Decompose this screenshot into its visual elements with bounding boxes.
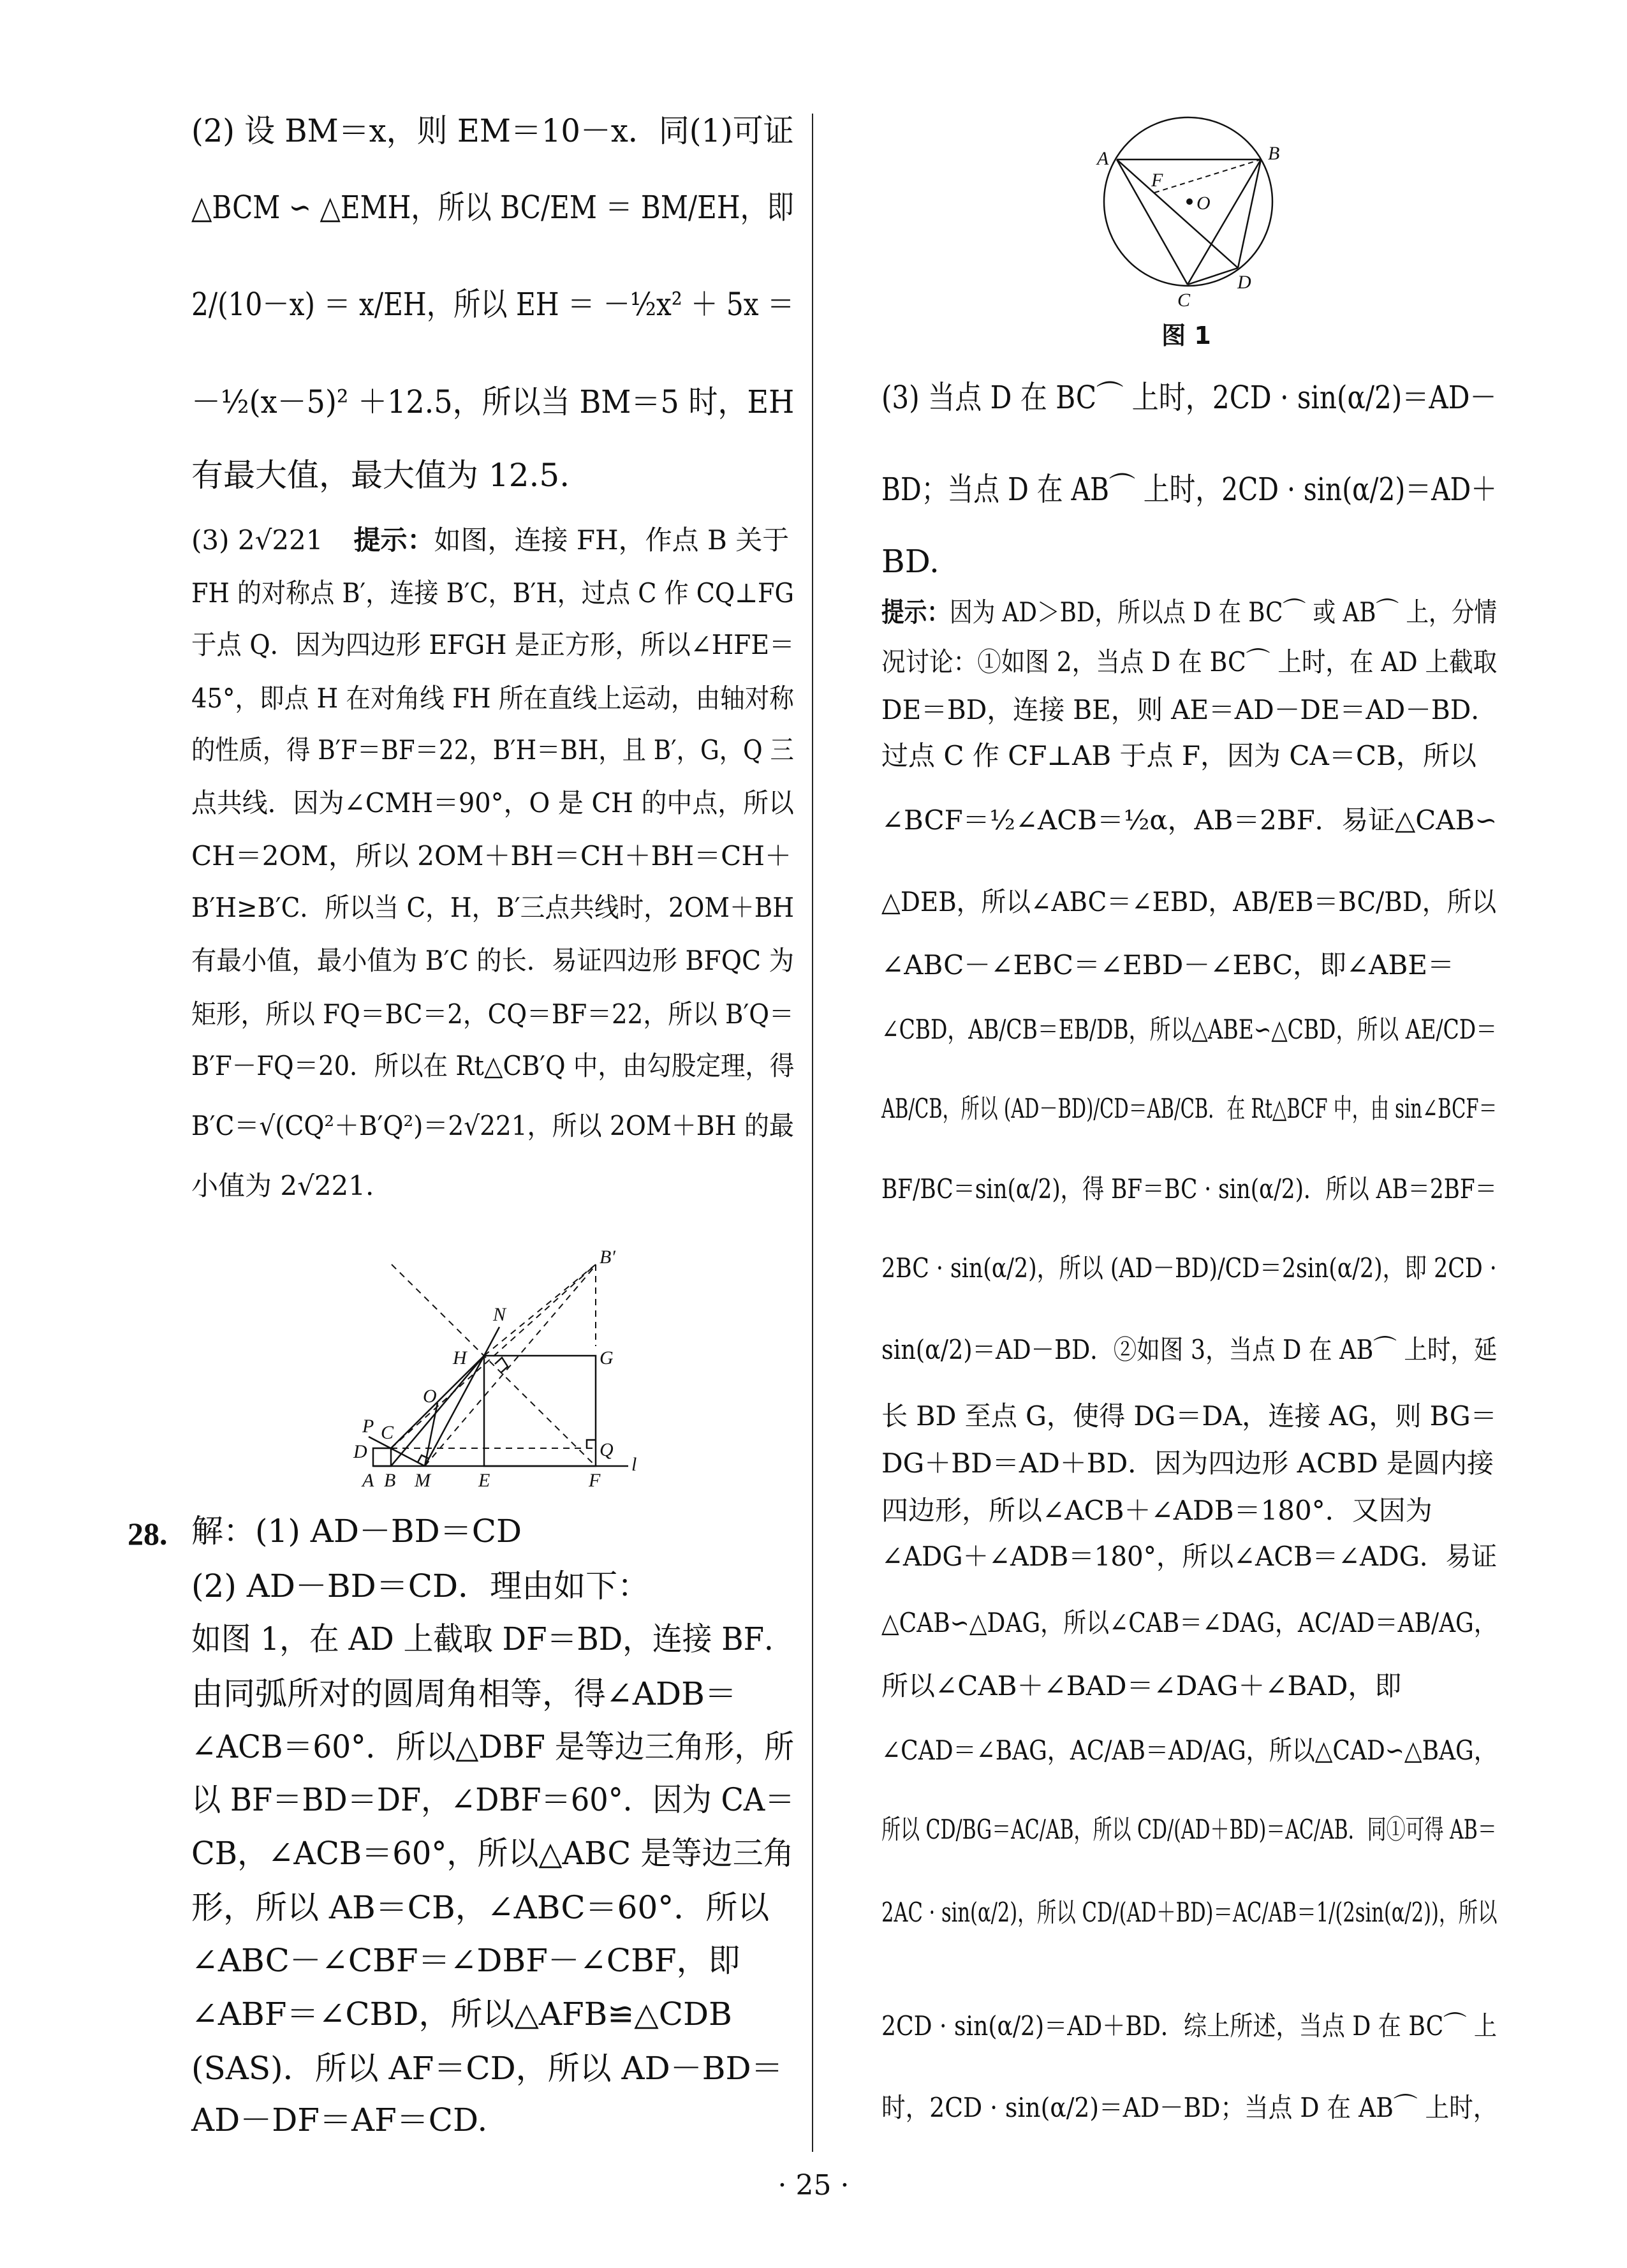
label-o: O bbox=[1196, 193, 1211, 214]
text-line: 有最大值，最大值为 12.5. bbox=[191, 457, 570, 494]
text-line: sin(α/2)＝AD－BD．②如图 3，当点 D 在 AB⌒ 上时，延 bbox=[881, 1334, 1498, 1365]
text-line: 由同弧所对的圆周角相等，得∠ADB＝ bbox=[191, 1675, 737, 1712]
text-line: 以 BF＝BD＝DF，∠DBF＝60°．因为 CA＝ bbox=[191, 1781, 795, 1818]
text-line: 长 BD 至点 G，使得 DG＝DA，连接 AG，则 BG＝ bbox=[881, 1400, 1497, 1432]
text-line: DE＝BD，连接 BE，则 AE＝AD－DE＝AD－BD． bbox=[881, 694, 1498, 725]
text-line: ∠BCF＝½∠ACB＝½α，AB＝2BF．易证△CAB∽ bbox=[881, 804, 1498, 836]
label-e: E bbox=[478, 1470, 490, 1491]
text-line: 45°，即点 H 在对角线 FH 所在直线上运动，由轴对称 bbox=[191, 683, 794, 714]
diagonal-fh-extended bbox=[392, 1264, 596, 1466]
text-line: 形，所以 AB＝CB，∠ABC＝60°．所以 bbox=[191, 1889, 770, 1926]
text-line: DG＋BD＝AD＋BD．因为四边形 ACBD 是圆内接 bbox=[881, 1448, 1494, 1479]
text-line: 矩形，所以 FQ＝BC＝2，CQ＝BF＝22，所以 B′Q＝ bbox=[191, 998, 794, 1030]
text-line: 小值为 2√221. bbox=[191, 1170, 374, 1201]
text-line: ∠ABC－∠EBC＝∠EBD－∠EBC，即∠ABE＝ bbox=[881, 949, 1454, 981]
text-line: 况讨论：①如图 2，当点 D 在 BC⌒ 上时，在 AD 上截取 bbox=[881, 646, 1498, 678]
text-line: 解：(1) AD－BD＝CD bbox=[191, 1513, 522, 1550]
label-f: F bbox=[589, 1470, 601, 1491]
label-n: N bbox=[493, 1304, 506, 1325]
label-p: P bbox=[362, 1416, 374, 1437]
text-line: ∠CBD，AB/CB＝EB/DB，所以△ABE∽△CBD，所以 AE/CD＝ bbox=[881, 1014, 1498, 1045]
text-line: ∠ABF＝∠CBD，所以△AFB≌△CDB bbox=[191, 1996, 732, 2033]
text-line: (2) AD－BD＝CD．理由如下： bbox=[191, 1568, 650, 1605]
small-rect bbox=[373, 1448, 391, 1466]
part3-answer: (3) 2√221 bbox=[191, 524, 323, 556]
label-d: D bbox=[353, 1441, 367, 1462]
text-line: △BCM ∽ △EMH，所以 BC/EM ＝ BM/EH，即 bbox=[191, 189, 794, 226]
text-line: 所以∠CAB＋∠BAD＝∠DAG＋∠BAD，即 bbox=[881, 1670, 1402, 1701]
label-a: A bbox=[1097, 148, 1109, 169]
text-line: 如图，连接 FH，作点 B 关于 bbox=[434, 524, 790, 556]
text-line: B′C＝√(CQ²＋B′Q²)＝2√221，所以 2OM＋BH 的最 bbox=[191, 1110, 794, 1141]
text-line: ∠CAD＝∠BAG，AC/AB＝AD/AG，所以△CAD∽△BAG， bbox=[881, 1735, 1497, 1766]
text-line: △DEB，所以∠ABC＝∠EBD，AB/EB＝BC/BD，所以 bbox=[881, 886, 1497, 917]
text-line: －½(x－5)² ＋12.5，所以当 BM＝5 时，EH bbox=[191, 383, 795, 420]
center-dot bbox=[1186, 198, 1193, 205]
text-line: CB，∠ACB＝60°，所以△ABC 是等边三角 bbox=[191, 1835, 794, 1872]
text-line: 有最小值，最小值为 B′C 的长．易证四边形 BFQC 为 bbox=[191, 945, 794, 976]
label-o: O bbox=[423, 1386, 437, 1407]
label-c: C bbox=[381, 1422, 394, 1443]
text-line: AD－DF＝AF＝CD. bbox=[191, 2101, 488, 2138]
text-line: 2AC · sin(α/2)，所以 CD/(AD＋BD)＝AC/AB＝1/(2sin(α/2))，所以 bbox=[881, 1897, 1498, 1928]
text-line: CH＝2OM，所以 2OM＋BH＝CH＋BH＝CH＋ bbox=[191, 840, 791, 871]
label-b: B bbox=[1268, 143, 1280, 164]
text-line: 所以 CD/BG＝AC/AB，所以 CD/(AD＋BD)＝AC/AB．同①可得 AB＝ bbox=[881, 1814, 1497, 1845]
label-b: B bbox=[384, 1470, 396, 1491]
circle-figure-1 bbox=[1052, 115, 1320, 319]
label-h: H bbox=[453, 1347, 467, 1368]
page-number: · 25 · bbox=[777, 2169, 850, 2202]
label-l: l bbox=[631, 1454, 637, 1475]
text-line: 如图 1，在 AD 上截取 DF＝BD，连接 BF． bbox=[191, 1620, 794, 1657]
question-number: 28. bbox=[128, 1516, 168, 1552]
text-line: 过点 C 作 CF⊥AB 于点 F，因为 CA＝CB，所以 bbox=[881, 740, 1476, 771]
label-d: D bbox=[1237, 272, 1251, 293]
text-line: AB/CB，所以 (AD－BD)/CD＝AB/CB．在 Rt△BCF 中，由 sin∠BCF＝ bbox=[881, 1093, 1498, 1124]
text-line: 2CD · sin(α/2)＝AD＋BD．综上所述，当点 D 在 BC⌒ 上 bbox=[881, 2010, 1497, 2042]
text-line: ∠ABC－∠CBF＝∠DBF－∠CBF，即 bbox=[191, 1942, 740, 1979]
geometry-figure-square bbox=[344, 1225, 663, 1493]
hint-label: 提示： bbox=[881, 597, 950, 628]
label-f: F bbox=[1151, 170, 1163, 191]
text-line: 时，2CD · sin(α/2)＝AD－BD；当点 D 在 AB⌒ 上时， bbox=[881, 2092, 1498, 2123]
text-line: 于点 Q．因为四边形 EFGH 是正方形，所以∠HFE＝ bbox=[191, 629, 795, 660]
text-line: B′F－FQ＝20．所以在 Rt△CB′Q 中，由勾股定理，得 bbox=[191, 1050, 795, 1081]
label-b-prime: B′ bbox=[600, 1247, 615, 1268]
figure-caption: 图 1 bbox=[1161, 322, 1211, 350]
text-line: FH 的对称点 B′，连接 B′C，B′H，过点 C 作 CQ⊥FG bbox=[191, 577, 794, 609]
text-line: 2/(10－x) ＝ x/EH，所以 EH ＝ －½x² ＋ 5x ＝ bbox=[191, 286, 795, 323]
text-line: BD；当点 D 在 AB⌒ 上时，2CD · sin(α/2)＝AD＋ bbox=[881, 471, 1498, 508]
hint-label: 提示： bbox=[353, 524, 434, 556]
text-line: (3) 当点 D 在 BC⌒ 上时，2CD · sin(α/2)＝AD－ bbox=[881, 379, 1497, 416]
label-c: C bbox=[1177, 290, 1191, 311]
text-line: BD. bbox=[881, 543, 939, 580]
text-line: 因为 AD＞BD，所以点 D 在 BC⌒ 或 AB⌒ 上，分情 bbox=[949, 597, 1498, 628]
text-line: ∠ACB＝60°．所以△DBF 是等边三角形，所 bbox=[191, 1728, 795, 1765]
label-m: M bbox=[415, 1470, 431, 1491]
text-line: (2) 设 BM＝x，则 EM＝10－x．同(1)可证 bbox=[191, 112, 794, 149]
text-line: ∠ADG＋∠ADB＝180°，所以∠ACB＝∠ADG．易证 bbox=[881, 1541, 1498, 1572]
text-line: 四边形，所以∠ACB＋∠ADB＝180°．又因为 bbox=[881, 1495, 1432, 1526]
figure-labels bbox=[353, 1247, 637, 1491]
label-g: G bbox=[600, 1347, 614, 1368]
text-line: B′H≥B′C．所以当 C，H，B′三点共线时，2OM＋BH bbox=[191, 892, 794, 923]
text-line: 点共线．因为∠CMH＝90°，O 是 CH 的中点，所以 bbox=[191, 787, 794, 819]
text-line: △CAB∽△DAG，所以∠CAB＝∠DAG，AC/AD＝AB/AG， bbox=[881, 1607, 1497, 1638]
text-line: 2BC · sin(α/2)，所以 (AD－BD)/CD＝2sin(α/2)，即 2CD · bbox=[881, 1252, 1497, 1284]
column-divider bbox=[812, 114, 813, 2152]
text-line: 的性质，得 B′F＝BF＝22，B′H＝BH，且 B′，G，Q 三 bbox=[191, 734, 794, 766]
label-a: A bbox=[362, 1470, 374, 1491]
text-line: BF/BC＝sin(α/2)，得 BF＝BC · sin(α/2)．所以 AB＝2BF＝ bbox=[881, 1173, 1497, 1204]
label-q: Q bbox=[600, 1439, 614, 1460]
text-line: (SAS)．所以 AF＝CD，所以 AD－BD＝ bbox=[191, 2050, 783, 2087]
